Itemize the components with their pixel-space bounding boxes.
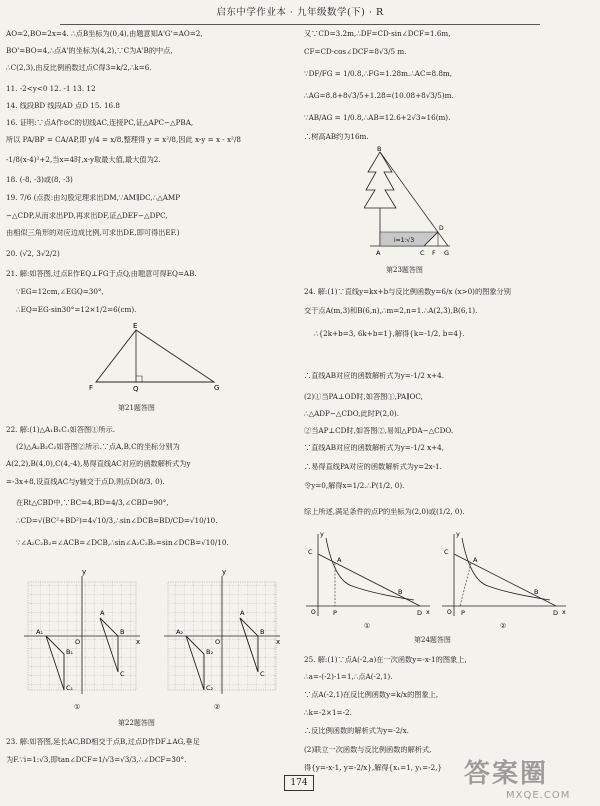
label-c-g2: C (444, 548, 449, 556)
label-a-g2: A (473, 556, 478, 564)
label-a: A (376, 249, 381, 257)
text-line: ∵DF/FG = 1/0.8,∴FG=1.28m.∴AC=8.8m, (304, 70, 453, 78)
label-a-g1: A (337, 556, 342, 564)
text-line: 11. -2<y<0 12. -1 13. 12 (6, 85, 96, 93)
label-c: C (420, 249, 425, 257)
text-line: ∴易得直线PA对应的函数解析式为y=2x-1. (304, 463, 442, 471)
label-a2: A₂ (176, 628, 184, 636)
origin-label-2: O (215, 638, 221, 646)
watermark-title: 答案圈 (464, 759, 549, 789)
text-line: 21. 解:如答图,过点E作EQ⊥FG于点Q,由题意可得EQ=AB. (6, 270, 197, 278)
label-b-g1: B (398, 588, 403, 596)
label-q: Q (133, 385, 139, 393)
text-line: 交于点A(m,3)和B(6,n),∴m=2,n=1.∴A(2,3),B(6,1). (304, 307, 478, 315)
figure-23 (364, 146, 454, 258)
label-p-g1: P (333, 609, 337, 617)
text-line: (2)①当PA⊥OD时,如答图①,PA∥OC, (304, 393, 423, 401)
text-line: 23. 解:如答图,延长AC,BD相交于点B,过点D作DF⊥AG,垂足 (6, 738, 200, 746)
label-d-g1: D (417, 609, 423, 617)
tree-canopy (364, 152, 396, 208)
origin-label-1: O (75, 638, 81, 646)
text-line: ∴AG=8.8+8√3/5+1.28=(10.08+8√3/5)m. (304, 92, 454, 100)
label-g: G (214, 384, 220, 392)
text-line: 综上所述,满足条件的点P的坐标为(2,0)或(1/2, 0). (304, 508, 465, 516)
caption-fig22-sub2: ② (214, 703, 221, 711)
text-line: ∵点A(-2,1)在反比例函数y=k/x的图象上, (304, 691, 439, 699)
text-line: ∴C(2,3),由反比例函数过点C得3=k/2,∴k=6. (6, 64, 152, 72)
origin-g1: O (311, 609, 316, 616)
label-d-g2: D (553, 609, 559, 617)
text-line: ∴EQ=EG·sin30°=12×1/2=6(cm). (16, 306, 137, 314)
text-line: 为F.∵i=1:√3,即tan∠DCF=1/√3=√3/3,∴∠DCF=30°. (6, 756, 187, 764)
text-line: (2)△A₂B₂C₂如答图②所示.∵点A,B,C的坐标分别为 (16, 443, 180, 451)
page-header (60, 4, 540, 25)
segment-pa-g2 (460, 563, 471, 606)
text-line: ∴直线AB对应的函数解析式为y=-1/2 x+4. (304, 372, 445, 380)
label-a1: A₁ (36, 628, 44, 636)
watermark-logo (464, 760, 594, 802)
text-line: 18. (-8, -3)或(8, -3) (6, 176, 73, 184)
figure-24 (304, 530, 594, 620)
text-line: ∴树高AB约为16m. (304, 133, 369, 141)
text-line: 24. 解:(1)∵直线y=kx+b与反比例函数y=6/x (x>0)的图象分别 (304, 288, 511, 296)
figure-21 (86, 322, 226, 394)
label-b2: B₂ (206, 648, 214, 656)
text-line: 又∵CD=3.2m,∴DF=CD·sin∠DCF=1.6m, (304, 30, 451, 38)
origin-g2: O (447, 609, 452, 616)
axis-label-y2: y (222, 568, 227, 576)
label-a-2: A (240, 609, 245, 617)
axis-label-y1: y (82, 568, 87, 576)
text-line: CF=CD·cos∠DCF=8√3/5 m. (304, 48, 407, 56)
label-a-1: A (100, 609, 105, 617)
label-f: F (432, 249, 436, 257)
label-b: B (377, 146, 382, 153)
label-b-1: B (120, 628, 125, 636)
text-line: 所以 PA/BP = CA/AP,即 y/4 = x/8,整理得 y = x²/8,因此 x-y = x - x²/8 (6, 136, 241, 144)
label-c-1: C (120, 670, 125, 678)
label-b-2: B (260, 628, 265, 636)
right-angle-mark (136, 376, 142, 382)
text-line: 得{y=-x-1, y=-2/x},解得{x₁=1, y₁=-2,} (304, 764, 443, 772)
text-line: (2)联立一次函数与反比例函数的解析式, (304, 746, 432, 754)
label-b-g2: B (534, 588, 539, 596)
axis-label-y-g1: y (320, 530, 324, 538)
text-line: 在Rt△CBD中,∵BC=4,BD=4/3,∠CBD=90°, (16, 499, 169, 507)
triangle-efg (96, 330, 214, 382)
watermark-url: MXQE.COM (506, 790, 571, 801)
text-line: A(2,2),B(4,0),C(4,-4),易得直线AC对应的函数解析式为y (6, 460, 191, 468)
label-p-g2: P (461, 609, 465, 617)
caption-fig22: 第22题答图 (118, 719, 155, 727)
caption-fig23: 第23题答图 (386, 266, 423, 274)
text-line: BO'=BO=4,∴点A'的坐标为(4,2),∵C为A'B的中点, (6, 47, 173, 55)
figure-22 (22, 558, 292, 698)
label-d: D (439, 225, 444, 232)
text-line: ∴反比例函数的解析式为y=-2/x. (304, 727, 409, 735)
caption-fig24: 第24题答图 (414, 636, 451, 644)
text-line: 25. 解:(1)∵点A(-2,a)在一次函数y=-x-1的图象上, (304, 656, 467, 664)
label-e: E (133, 322, 138, 330)
text-line: ∵EG=12cm,∠EGQ=30°, (16, 288, 104, 296)
label-g: G (444, 249, 450, 257)
label-c-g1: C (308, 548, 313, 556)
text-line: 22. 解:(1)△A₁B₁C₁如答图①所示. (6, 426, 116, 434)
text-line: ∴a=-(-2)-1=1,∴点A(-2,1). (304, 673, 393, 681)
label-f: F (89, 384, 94, 392)
page-number: 174 (284, 775, 314, 791)
label-c2: C₂ (206, 684, 214, 692)
text-line: ∴△ADP∽△CDO,此时P(2,0). (304, 410, 399, 418)
text-line: 令y=0,解得x=1/2.∴P(1/2, 0). (304, 482, 405, 490)
axis-label-y-g2: y (456, 530, 460, 538)
label-c1: C₁ (66, 684, 74, 692)
text-line: -1/8(x-4)²+2,当x=4时,x-y取最大值,最大值为2. (6, 156, 161, 164)
caption-fig22-sub1: ① (74, 703, 81, 711)
text-line: 由相似三角形的对应边成比例,可求出DE,即可得出EF.) (6, 229, 180, 237)
text-line: 16. 证明:∵点A作⊙C的切线AC,连接PC,证△APC∽△PBA, (6, 119, 194, 127)
axis-label-x1: x (136, 638, 141, 646)
text-line: 20. (√2, 3√2/2) (6, 250, 60, 258)
label-c-2: C (260, 670, 265, 678)
text-line: =-3x+8,设直线AC与y轴交于点D,则点D(8/3, 0). (6, 478, 165, 486)
slope-ratio: i=1:√3 (394, 237, 415, 244)
caption-fig24-sub2: ② (500, 622, 507, 630)
caption-fig24-sub1: ① (364, 622, 371, 630)
axis-label-x2: x (276, 638, 281, 646)
text-line: ∵∠A₂C₂B₂=∠ACB=∠DCB,∴sin∠A₂C₂B₂=sin∠DCB=√10/10. (16, 539, 229, 547)
text-line: ∴{2k+b=3, 6k+b=1},解得{k=-1/2, b=4}. (314, 330, 465, 338)
axis-label-x-g2: x (562, 608, 566, 616)
text-line: 14. 线段BD 线段AD 点D 15. 16.8 (6, 102, 120, 110)
caption-fig21: 第21题答图 (118, 404, 155, 412)
text-line: ∴k=-2×1=-2. (304, 709, 352, 717)
text-line: ∴CD=√(BC²+BD²)=4√10/3,∴sin∠DCB=BD/CD=√10/10. (16, 517, 218, 525)
header-title: 启东中学作业本 · 九年级数学(下) · R (216, 7, 384, 18)
axis-label-x-g1: x (426, 608, 430, 616)
text-line: ∵AB/AG = 1/0.8,∴AB=12.6+2√3≈16(m). (304, 114, 451, 122)
text-line: AO=2,BO=2x=4. ∴点B坐标为(0,4),由题意知A'G'=AO=2, (6, 30, 203, 38)
text-line: ∽△CDP,从而求出PD,再求出DF,证△DEF∽△DPC, (6, 212, 168, 220)
text-line: ②当AP⊥CD时,如答图②,易知△PDA∽△CDO. (304, 427, 454, 435)
label-b1: B₁ (66, 648, 74, 656)
text-line: ∵直线AB对应的函数解析式为y=-1/2 x+4, (304, 444, 445, 452)
text-line: 19. 7/6 (点拨:由勾股定理求出DM,∵AM∥DC,∴△AMP (6, 194, 181, 202)
